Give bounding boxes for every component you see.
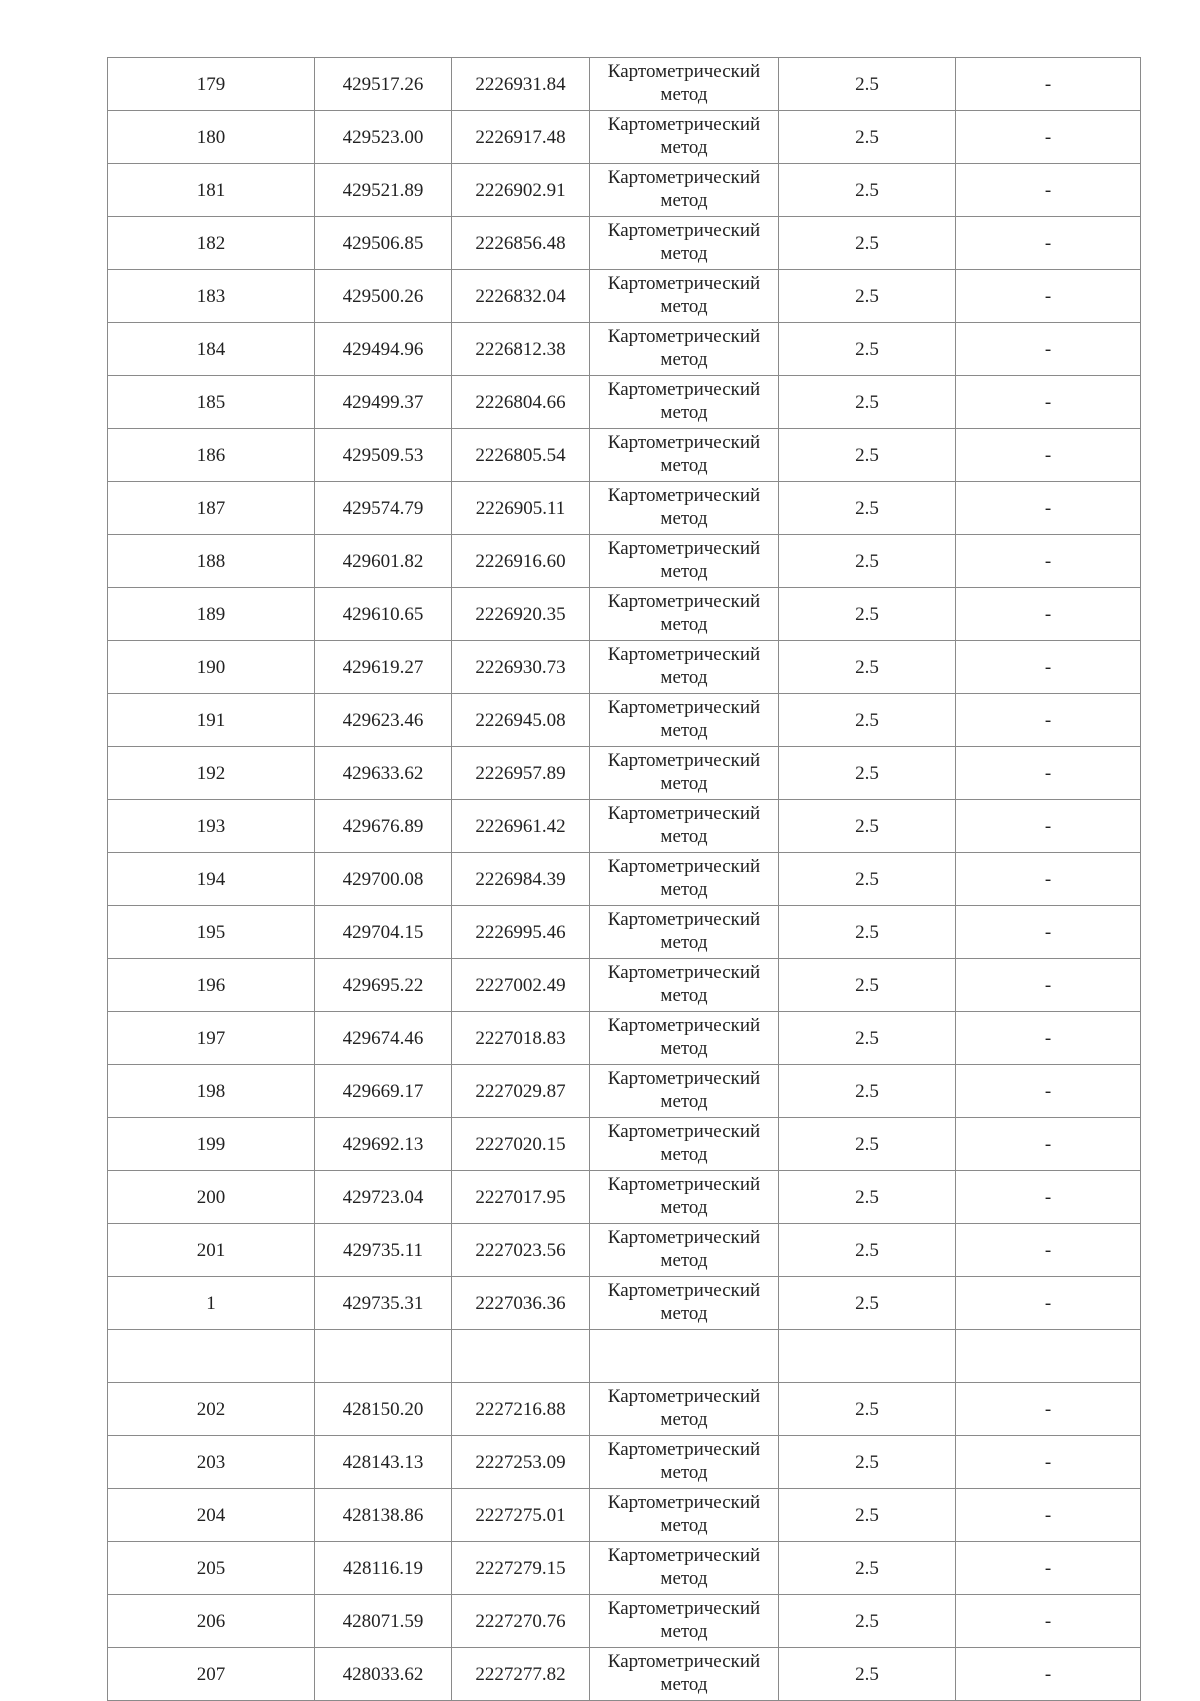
table-row: [108, 906, 1141, 959]
point-number-cell: 1: [108, 1277, 315, 1330]
method-line-2: метод: [660, 1674, 708, 1695]
point-number-cell: 188: [108, 535, 315, 588]
y-coordinate-cell: 2226995.46: [452, 906, 590, 959]
y-coordinate-cell: 2227036.36: [452, 1277, 590, 1330]
method-cell: [590, 58, 779, 111]
method-line-2: метод: [660, 1409, 708, 1430]
table-row: [108, 694, 1141, 747]
coordinates-table: [107, 57, 1141, 1701]
point-number-cell: 187: [108, 482, 315, 535]
note-cell: -: [956, 906, 1141, 959]
method-line-2: метод: [660, 985, 708, 1006]
note-cell: -: [956, 800, 1141, 853]
method-cell: [590, 1012, 779, 1065]
method-cell: [590, 694, 779, 747]
method-line-2: метод: [660, 561, 708, 582]
method-cell: [590, 853, 779, 906]
table-row: [108, 1012, 1141, 1065]
method-line-2: метод: [660, 402, 708, 423]
note-cell: [956, 1330, 1141, 1383]
table-row: [108, 1436, 1141, 1489]
method-line-2: метод: [660, 773, 708, 794]
y-coordinate-cell: [452, 1330, 590, 1383]
accuracy-cell: 2.5: [779, 429, 956, 482]
method-line-1: Картометрический: [607, 1121, 761, 1142]
note-cell: -: [956, 1277, 1141, 1330]
x-coordinate-cell: 429723.04: [315, 1171, 452, 1224]
table-row: [108, 58, 1141, 111]
table-row: [108, 641, 1141, 694]
y-coordinate-cell: 2227216.88: [452, 1383, 590, 1436]
note-cell: -: [956, 853, 1141, 906]
method-cell: [590, 164, 779, 217]
accuracy-cell: 2.5: [779, 959, 956, 1012]
note-cell: -: [956, 429, 1141, 482]
table-row: [108, 111, 1141, 164]
method-cell: [590, 641, 779, 694]
x-coordinate-cell: 429735.31: [315, 1277, 452, 1330]
x-coordinate-cell: 429633.62: [315, 747, 452, 800]
method-cell: [590, 747, 779, 800]
method-line-1: Картометрический: [607, 1651, 761, 1672]
method-line-2: метод: [660, 84, 708, 105]
table-row: [108, 376, 1141, 429]
point-number-cell: 182: [108, 217, 315, 270]
accuracy-cell: 2.5: [779, 1383, 956, 1436]
note-cell: -: [956, 1542, 1141, 1595]
x-coordinate-cell: 428116.19: [315, 1542, 452, 1595]
method-line-1: Картометрический: [607, 962, 761, 983]
x-coordinate-cell: 429601.82: [315, 535, 452, 588]
table-row: [108, 1118, 1141, 1171]
accuracy-cell: 2.5: [779, 1012, 956, 1065]
accuracy-cell: 2.5: [779, 1118, 956, 1171]
x-coordinate-cell: 429517.26: [315, 58, 452, 111]
note-cell: -: [956, 1171, 1141, 1224]
x-coordinate-cell: 429676.89: [315, 800, 452, 853]
x-coordinate-cell: 428150.20: [315, 1383, 452, 1436]
method-cell: [590, 482, 779, 535]
table-row: [108, 1224, 1141, 1277]
y-coordinate-cell: 2226931.84: [452, 58, 590, 111]
point-number-cell: [108, 1330, 315, 1383]
table-row: [108, 959, 1141, 1012]
method-cell: [590, 429, 779, 482]
table-row: [108, 588, 1141, 641]
y-coordinate-cell: 2227020.15: [452, 1118, 590, 1171]
accuracy-cell: 2.5: [779, 535, 956, 588]
note-cell: -: [956, 270, 1141, 323]
accuracy-cell: 2.5: [779, 376, 956, 429]
note-cell: -: [956, 694, 1141, 747]
method-line-2: метод: [660, 508, 708, 529]
x-coordinate-cell: 429494.96: [315, 323, 452, 376]
note-cell: -: [956, 164, 1141, 217]
method-cell: [590, 1489, 779, 1542]
method-line-1: Картометрический: [607, 61, 761, 82]
note-cell: -: [956, 1065, 1141, 1118]
method-cell: [590, 111, 779, 164]
accuracy-cell: 2.5: [779, 1542, 956, 1595]
method-cell: [590, 1065, 779, 1118]
accuracy-cell: 2.5: [779, 58, 956, 111]
x-coordinate-cell: 429692.13: [315, 1118, 452, 1171]
accuracy-cell: 2.5: [779, 641, 956, 694]
x-coordinate-cell: 429619.27: [315, 641, 452, 694]
point-number-cell: 192: [108, 747, 315, 800]
note-cell: -: [956, 641, 1141, 694]
point-number-cell: 185: [108, 376, 315, 429]
point-number-cell: 199: [108, 1118, 315, 1171]
accuracy-cell: 2.5: [779, 1277, 956, 1330]
point-number-cell: 198: [108, 1065, 315, 1118]
y-coordinate-cell: 2226805.54: [452, 429, 590, 482]
point-number-cell: 184: [108, 323, 315, 376]
accuracy-cell: 2.5: [779, 747, 956, 800]
method-line-2: метод: [660, 720, 708, 741]
method-line-2: метод: [660, 614, 708, 635]
table-row: [108, 853, 1141, 906]
y-coordinate-cell: 2226916.60: [452, 535, 590, 588]
method-line-1: Картометрический: [607, 1015, 761, 1036]
table-row: [108, 1489, 1141, 1542]
point-number-cell: 189: [108, 588, 315, 641]
table-row: [108, 1648, 1141, 1701]
table-row: [108, 1277, 1141, 1330]
accuracy-cell: 2.5: [779, 694, 956, 747]
accuracy-cell: 2.5: [779, 217, 956, 270]
point-number-cell: 180: [108, 111, 315, 164]
note-cell: -: [956, 1383, 1141, 1436]
note-cell: -: [956, 376, 1141, 429]
x-coordinate-cell: 429523.00: [315, 111, 452, 164]
table-row: [108, 323, 1141, 376]
method-line-1: Картометрический: [607, 432, 761, 453]
x-coordinate-cell: 429499.37: [315, 376, 452, 429]
method-cell: [590, 1383, 779, 1436]
method-line-1: Картометрический: [607, 697, 761, 718]
note-cell: -: [956, 1012, 1141, 1065]
note-cell: -: [956, 111, 1141, 164]
method-line-1: Картометрический: [607, 379, 761, 400]
method-cell: [590, 800, 779, 853]
coordinates-table-body: [108, 58, 1141, 1701]
y-coordinate-cell: 2226984.39: [452, 853, 590, 906]
method-cell: [590, 906, 779, 959]
method-line-2: метод: [660, 826, 708, 847]
point-number-cell: 186: [108, 429, 315, 482]
table-row: [108, 1065, 1141, 1118]
point-number-cell: 190: [108, 641, 315, 694]
table-row: [108, 1595, 1141, 1648]
method-line-1: Картометрический: [607, 1174, 761, 1195]
x-coordinate-cell: 429623.46: [315, 694, 452, 747]
note-cell: -: [956, 1489, 1141, 1542]
method-cell: [590, 1171, 779, 1224]
method-line-1: Картометрический: [607, 1227, 761, 1248]
y-coordinate-cell: 2226945.08: [452, 694, 590, 747]
method-cell: [590, 1542, 779, 1595]
x-coordinate-cell: 429610.65: [315, 588, 452, 641]
method-line-1: Картометрический: [607, 273, 761, 294]
accuracy-cell: 2.5: [779, 1595, 956, 1648]
table-row: [108, 429, 1141, 482]
method-cell: [590, 1277, 779, 1330]
method-line-2: метод: [660, 1568, 708, 1589]
method-line-2: метод: [660, 1250, 708, 1271]
point-number-cell: 201: [108, 1224, 315, 1277]
x-coordinate-cell: 429506.85: [315, 217, 452, 270]
method-cell: [590, 1330, 779, 1383]
accuracy-cell: [779, 1330, 956, 1383]
method-line-1: Картометрический: [607, 856, 761, 877]
note-cell: -: [956, 1595, 1141, 1648]
table-row: [108, 217, 1141, 270]
method-line-1: Картометрический: [607, 750, 761, 771]
x-coordinate-cell: 429500.26: [315, 270, 452, 323]
note-cell: -: [956, 747, 1141, 800]
point-number-cell: 194: [108, 853, 315, 906]
point-number-cell: 204: [108, 1489, 315, 1542]
method-line-2: метод: [660, 296, 708, 317]
method-line-2: метод: [660, 667, 708, 688]
x-coordinate-cell: [315, 1330, 452, 1383]
point-number-cell: 207: [108, 1648, 315, 1701]
y-coordinate-cell: 2226917.48: [452, 111, 590, 164]
method-cell: [590, 535, 779, 588]
method-line-1: Картометрический: [607, 1598, 761, 1619]
y-coordinate-cell: 2226856.48: [452, 217, 590, 270]
y-coordinate-cell: 2227275.01: [452, 1489, 590, 1542]
x-coordinate-cell: 429521.89: [315, 164, 452, 217]
point-number-cell: 197: [108, 1012, 315, 1065]
method-line-2: метод: [660, 1144, 708, 1165]
method-line-2: метод: [660, 137, 708, 158]
note-cell: -: [956, 535, 1141, 588]
accuracy-cell: 2.5: [779, 800, 956, 853]
accuracy-cell: 2.5: [779, 482, 956, 535]
method-cell: [590, 376, 779, 429]
x-coordinate-cell: 429509.53: [315, 429, 452, 482]
method-line-2: метод: [660, 1621, 708, 1642]
method-cell: [590, 1224, 779, 1277]
accuracy-cell: 2.5: [779, 323, 956, 376]
table-row: [108, 1542, 1141, 1595]
point-number-cell: 206: [108, 1595, 315, 1648]
method-line-2: метод: [660, 243, 708, 264]
point-number-cell: 183: [108, 270, 315, 323]
method-line-1: Картометрический: [607, 1068, 761, 1089]
method-cell: [590, 1118, 779, 1171]
x-coordinate-cell: 429700.08: [315, 853, 452, 906]
accuracy-cell: 2.5: [779, 164, 956, 217]
note-cell: -: [956, 1648, 1141, 1701]
y-coordinate-cell: 2227277.82: [452, 1648, 590, 1701]
y-coordinate-cell: 2227023.56: [452, 1224, 590, 1277]
method-line-2: метод: [660, 1197, 708, 1218]
y-coordinate-cell: 2227029.87: [452, 1065, 590, 1118]
accuracy-cell: 2.5: [779, 111, 956, 164]
y-coordinate-cell: 2227270.76: [452, 1595, 590, 1648]
table-row: [108, 800, 1141, 853]
x-coordinate-cell: 429674.46: [315, 1012, 452, 1065]
method-line-2: метод: [660, 190, 708, 211]
x-coordinate-cell: 428071.59: [315, 1595, 452, 1648]
x-coordinate-cell: 429669.17: [315, 1065, 452, 1118]
method-line-2: метод: [660, 1303, 708, 1324]
note-cell: -: [956, 58, 1141, 111]
y-coordinate-cell: 2227002.49: [452, 959, 590, 1012]
table-row: [108, 482, 1141, 535]
method-cell: [590, 1595, 779, 1648]
y-coordinate-cell: 2227017.95: [452, 1171, 590, 1224]
method-cell: [590, 1436, 779, 1489]
note-cell: -: [956, 1224, 1141, 1277]
accuracy-cell: 2.5: [779, 1489, 956, 1542]
method-line-1: Картометрический: [607, 167, 761, 188]
method-line-1: Картометрический: [607, 1280, 761, 1301]
x-coordinate-cell: 429735.11: [315, 1224, 452, 1277]
accuracy-cell: 2.5: [779, 270, 956, 323]
x-coordinate-cell: 428033.62: [315, 1648, 452, 1701]
method-line-1: Картометрический: [607, 1492, 761, 1513]
x-coordinate-cell: 429574.79: [315, 482, 452, 535]
y-coordinate-cell: 2226902.91: [452, 164, 590, 217]
note-cell: -: [956, 217, 1141, 270]
method-line-1: Картометрический: [607, 538, 761, 559]
table-row: [108, 1383, 1141, 1436]
point-number-cell: 203: [108, 1436, 315, 1489]
table-row: [108, 747, 1141, 800]
method-line-1: Картометрический: [607, 1439, 761, 1460]
note-cell: -: [956, 1118, 1141, 1171]
point-number-cell: 196: [108, 959, 315, 1012]
x-coordinate-cell: 429695.22: [315, 959, 452, 1012]
table-row: [108, 1330, 1141, 1383]
note-cell: -: [956, 482, 1141, 535]
method-line-1: Картометрический: [607, 220, 761, 241]
method-line-2: метод: [660, 1038, 708, 1059]
x-coordinate-cell: 428138.86: [315, 1489, 452, 1542]
note-cell: -: [956, 323, 1141, 376]
point-number-cell: 179: [108, 58, 315, 111]
y-coordinate-cell: 2227253.09: [452, 1436, 590, 1489]
x-coordinate-cell: 429704.15: [315, 906, 452, 959]
y-coordinate-cell: 2226812.38: [452, 323, 590, 376]
y-coordinate-cell: 2226930.73: [452, 641, 590, 694]
method-line-2: метод: [660, 349, 708, 370]
method-line-2: метод: [660, 1515, 708, 1536]
point-number-cell: 202: [108, 1383, 315, 1436]
accuracy-cell: 2.5: [779, 1224, 956, 1277]
method-line-1: Картометрический: [607, 1386, 761, 1407]
method-cell: [590, 270, 779, 323]
accuracy-cell: 2.5: [779, 1648, 956, 1701]
method-cell: [590, 217, 779, 270]
table-row: [108, 164, 1141, 217]
y-coordinate-cell: 2226832.04: [452, 270, 590, 323]
point-number-cell: 195: [108, 906, 315, 959]
method-line-2: метод: [660, 1091, 708, 1112]
accuracy-cell: 2.5: [779, 1171, 956, 1224]
accuracy-cell: 2.5: [779, 853, 956, 906]
y-coordinate-cell: 2226957.89: [452, 747, 590, 800]
note-cell: -: [956, 959, 1141, 1012]
method-line-1: Картометрический: [607, 114, 761, 135]
method-line-1: Картометрический: [607, 485, 761, 506]
point-number-cell: 205: [108, 1542, 315, 1595]
y-coordinate-cell: 2226920.35: [452, 588, 590, 641]
note-cell: -: [956, 1436, 1141, 1489]
point-number-cell: 181: [108, 164, 315, 217]
method-cell: [590, 959, 779, 1012]
accuracy-cell: 2.5: [779, 906, 956, 959]
method-cell: [590, 1648, 779, 1701]
method-line-2: метод: [660, 879, 708, 900]
x-coordinate-cell: 428143.13: [315, 1436, 452, 1489]
point-number-cell: 191: [108, 694, 315, 747]
method-line-1: Картометрический: [607, 1545, 761, 1566]
method-line-1: Картометрический: [607, 591, 761, 612]
y-coordinate-cell: 2227279.15: [452, 1542, 590, 1595]
table-row: [108, 1171, 1141, 1224]
note-cell: -: [956, 588, 1141, 641]
method-cell: [590, 323, 779, 376]
point-number-cell: 200: [108, 1171, 315, 1224]
y-coordinate-cell: 2226961.42: [452, 800, 590, 853]
method-line-1: Картометрический: [607, 909, 761, 930]
accuracy-cell: 2.5: [779, 588, 956, 641]
method-line-1: Картометрический: [607, 644, 761, 665]
method-line-1: Картометрический: [607, 803, 761, 824]
method-line-2: метод: [660, 932, 708, 953]
method-line-2: метод: [660, 455, 708, 476]
method-line-2: метод: [660, 1462, 708, 1483]
y-coordinate-cell: 2227018.83: [452, 1012, 590, 1065]
accuracy-cell: 2.5: [779, 1436, 956, 1489]
method-line-1: Картометрический: [607, 326, 761, 347]
point-number-cell: 193: [108, 800, 315, 853]
table-row: [108, 270, 1141, 323]
table-row: [108, 535, 1141, 588]
accuracy-cell: 2.5: [779, 1065, 956, 1118]
method-cell: [590, 588, 779, 641]
y-coordinate-cell: 2226804.66: [452, 376, 590, 429]
y-coordinate-cell: 2226905.11: [452, 482, 590, 535]
